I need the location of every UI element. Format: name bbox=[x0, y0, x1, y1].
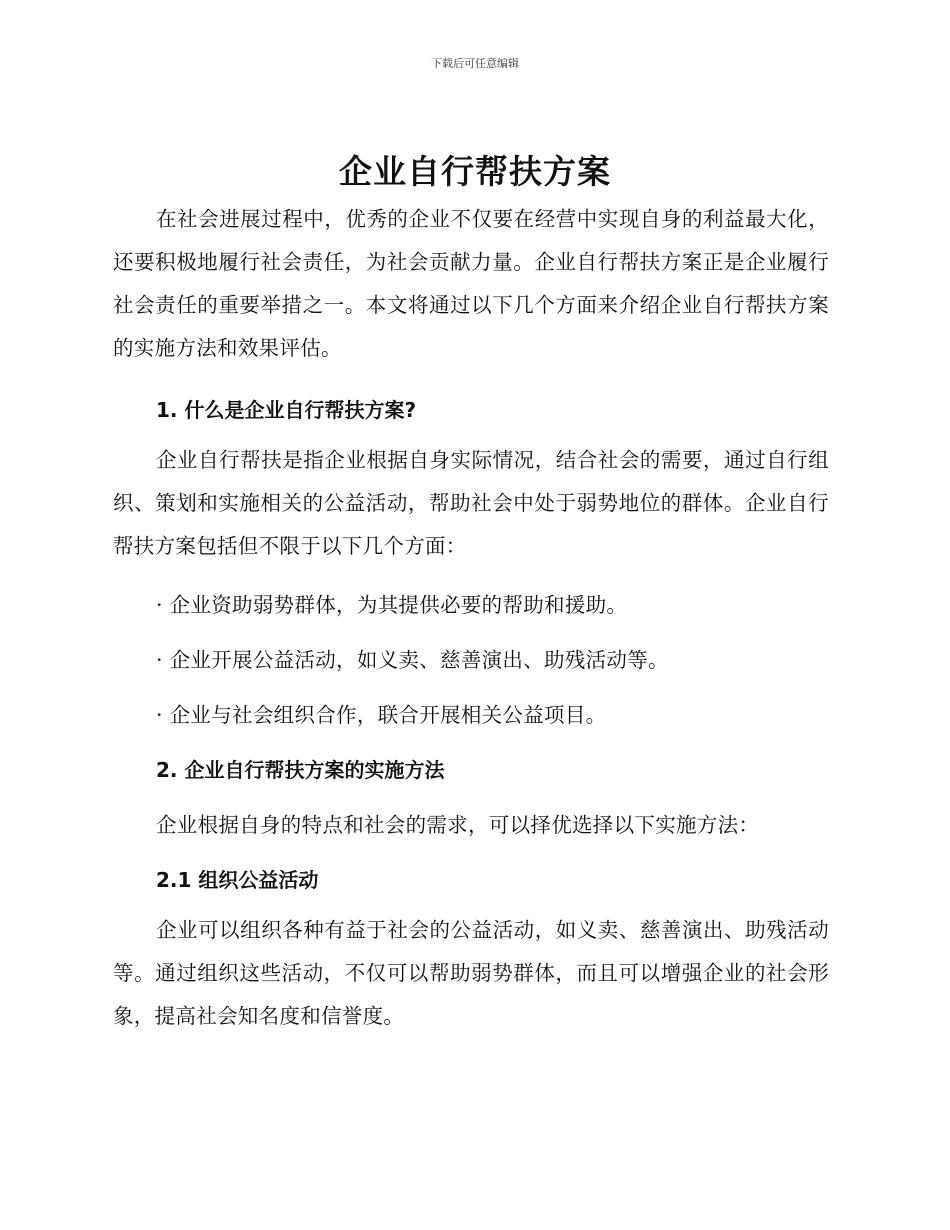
header-note: 下载后可任意编辑 bbox=[431, 57, 519, 70]
section1-paragraph: 企业自行帮扶是指企业根据自身实际情况，结合社会的需要，通过自行组织、策划和实施相关的公益活动，帮助社会中处于弱势地位的群体。企业自行帮扶方案包括但不限于以下几个方面： bbox=[113, 448, 829, 558]
section2-paragraph: 企业根据自身的特点和社会的需求，可以择优选择以下实施方法： bbox=[156, 813, 760, 837]
section1-bullet-2: · 企业开展公益活动，如义卖、慈善演出、助残活动等。 bbox=[156, 648, 669, 672]
section2-heading: 2. 企业自行帮扶方案的实施方法 bbox=[156, 758, 445, 782]
document-body bbox=[113, 198, 829, 1038]
section1-bullet-1: · 企业资助弱势群体，为其提供必要的帮助和援助。 bbox=[156, 593, 628, 617]
section1-heading: 1. 什么是企业自行帮扶方案? bbox=[156, 398, 417, 422]
document-title: 企业自行帮扶方案 bbox=[339, 152, 611, 191]
section1-bullet-3: · 企业与社会组织合作，联合开展相关公益项目。 bbox=[156, 703, 607, 727]
section2-1-heading: 2.1 组织公益活动 bbox=[156, 868, 319, 892]
intro-paragraph: 在社会进展过程中，优秀的企业不仅要在经营中实现自身的利益最大化，还要积极地履行社会责任，为社会贡献力量。企业自行帮扶方案正是企业履行社会责任的重要举措之一。本文将通过以下几个方面来介绍企业自行帮扶方案的实施方法和效果评估。 bbox=[113, 207, 829, 360]
section2-1-paragraph: 企业可以组织各种有益于社会的公益活动，如义卖、慈善演出、助残活动等。通过组织这些活动，不仅可以帮助弱势群体，而且可以增强企业的社会形象，提高社会知名度和信誉度。 bbox=[113, 918, 829, 1028]
